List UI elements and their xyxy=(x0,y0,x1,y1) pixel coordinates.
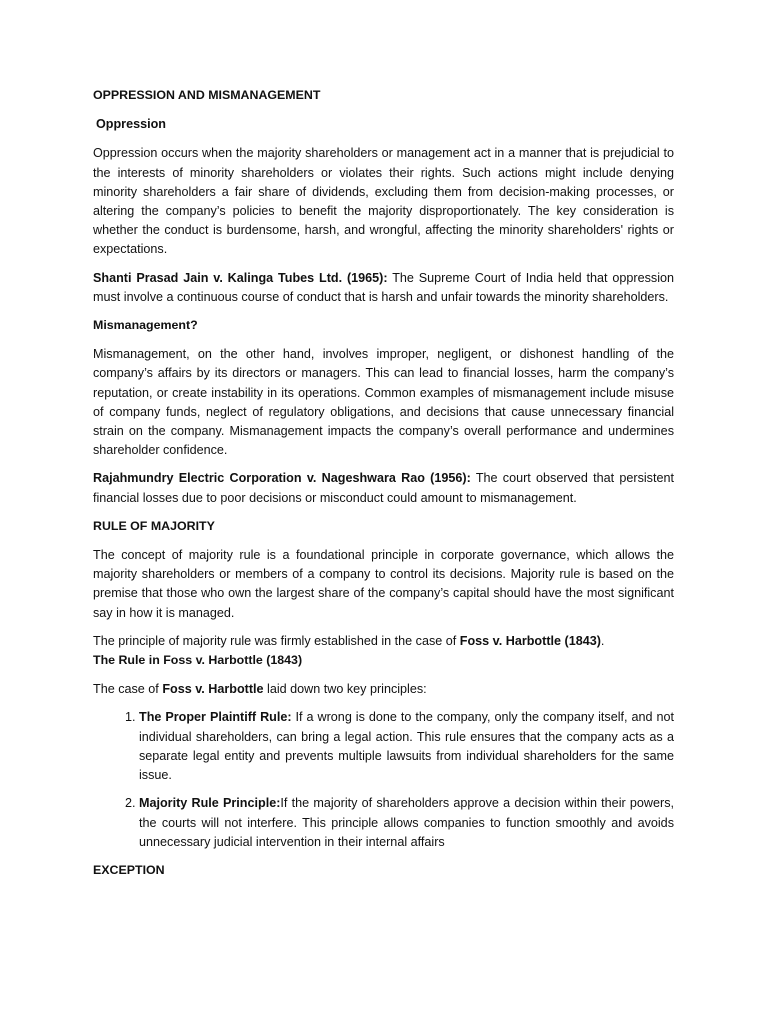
rule-of-majority-heading: RULE OF MAJORITY xyxy=(93,518,215,533)
exception-heading: EXCEPTION xyxy=(93,862,165,877)
case-rajahmundry-name: Rajahmundry Electric Corporation v. Nageshwara Rao (1956): xyxy=(93,471,471,486)
case-rajahmundry-paragraph xyxy=(93,469,674,507)
case-shanti-prasad-name: Shanti Prasad Jain v. Kalinga Tubes Ltd. (1965): xyxy=(93,270,388,285)
mismanagement-paragraph: Mismanagement, on the other hand, involves improper, negligent, or dishonest handling of the company’s affairs by its directors or managers. This can lead to financial losses, harm the company’s reputation, or create instability in its operations. Common examples of mismanagement include misuse of company funds, neglect of regulatory obligations, and decisions that cause unnecessary financial strain on the company. Mismanagement impacts the company’s overall performance and undermines shareholder confidence. xyxy=(93,347,674,458)
principles-list xyxy=(93,708,674,851)
principle-text: If the majority of shareholders approve a decision within their powers, the courts will not interfere. This principle allows companies to function smoothly and avoids unnecessary judicial intervention in their internal affairs xyxy=(139,796,674,849)
oppression-heading: Oppression xyxy=(96,117,166,132)
majority-principle-paragraph xyxy=(93,632,674,651)
document-title: OPPRESSION AND MISMANAGEMENT xyxy=(93,88,321,102)
majority-principle-end: . xyxy=(600,633,605,648)
mismanagement-heading: Mismanagement? xyxy=(93,318,198,333)
case-intro-paragraph xyxy=(93,680,674,699)
majority-principle-intro: The principle of majority rule was firmly established in the case of xyxy=(93,633,460,648)
document-page xyxy=(93,86,674,890)
oppression-paragraph: Oppression occurs when the majority shareholders or management act in a manner that is prejudicial to the interests of minority shareholders or violates their rights. Such actions might include denying minority shareholders a fair share of dividends, excluding them from decision-making processes, or altering the company’s policies to benefit the majority disproportionately. The key consideration is whether the conduct is burdensome, harsh, and wrongful, affecting the minority shareholders' rights or expectations. xyxy=(93,146,674,257)
case-intro-end: laid down two key principles: xyxy=(263,682,427,697)
rule-of-majority-paragraph: The concept of majority rule is a foundational principle in corporate governance, which allows the majority shareholders or members of a company to control its decisions. Majority rule is based on the premise that those who own the largest share of the company’s capital should have the most significant say in how it is managed. xyxy=(93,548,674,620)
case-shanti-prasad-text: The Supreme Court of India held that oppression must involve a continuous course of conduct that is harsh and unfair towards the minority shareholders. xyxy=(93,270,675,304)
principle-text: If a wrong is done to the company, only the company itself, and not individual shareholders, can bring a legal action. This rule ensures that the company acts as a separate legal entity and prevents multiple lawsuits from individual shareholders for the same issue. xyxy=(139,710,674,783)
principle-title: Majority Rule Principle: xyxy=(139,796,281,811)
principle-title: The Proper Plaintiff Rule: xyxy=(139,710,292,725)
foss-rule-heading: The Rule in Foss v. Harbottle (1843) xyxy=(93,653,303,668)
list-item xyxy=(139,794,674,852)
majority-principle-case: Foss v. Harbottle (1843) xyxy=(459,633,601,648)
case-intro-name: Foss v. Harbottle xyxy=(162,682,264,697)
case-shanti-prasad-paragraph xyxy=(93,269,674,307)
case-intro-start: The case of xyxy=(93,682,163,697)
list-item xyxy=(139,708,674,785)
case-rajahmundry-text: The court observed that persistent financial losses due to poor decisions or misconduct could amount to mismanagement. xyxy=(93,471,674,505)
